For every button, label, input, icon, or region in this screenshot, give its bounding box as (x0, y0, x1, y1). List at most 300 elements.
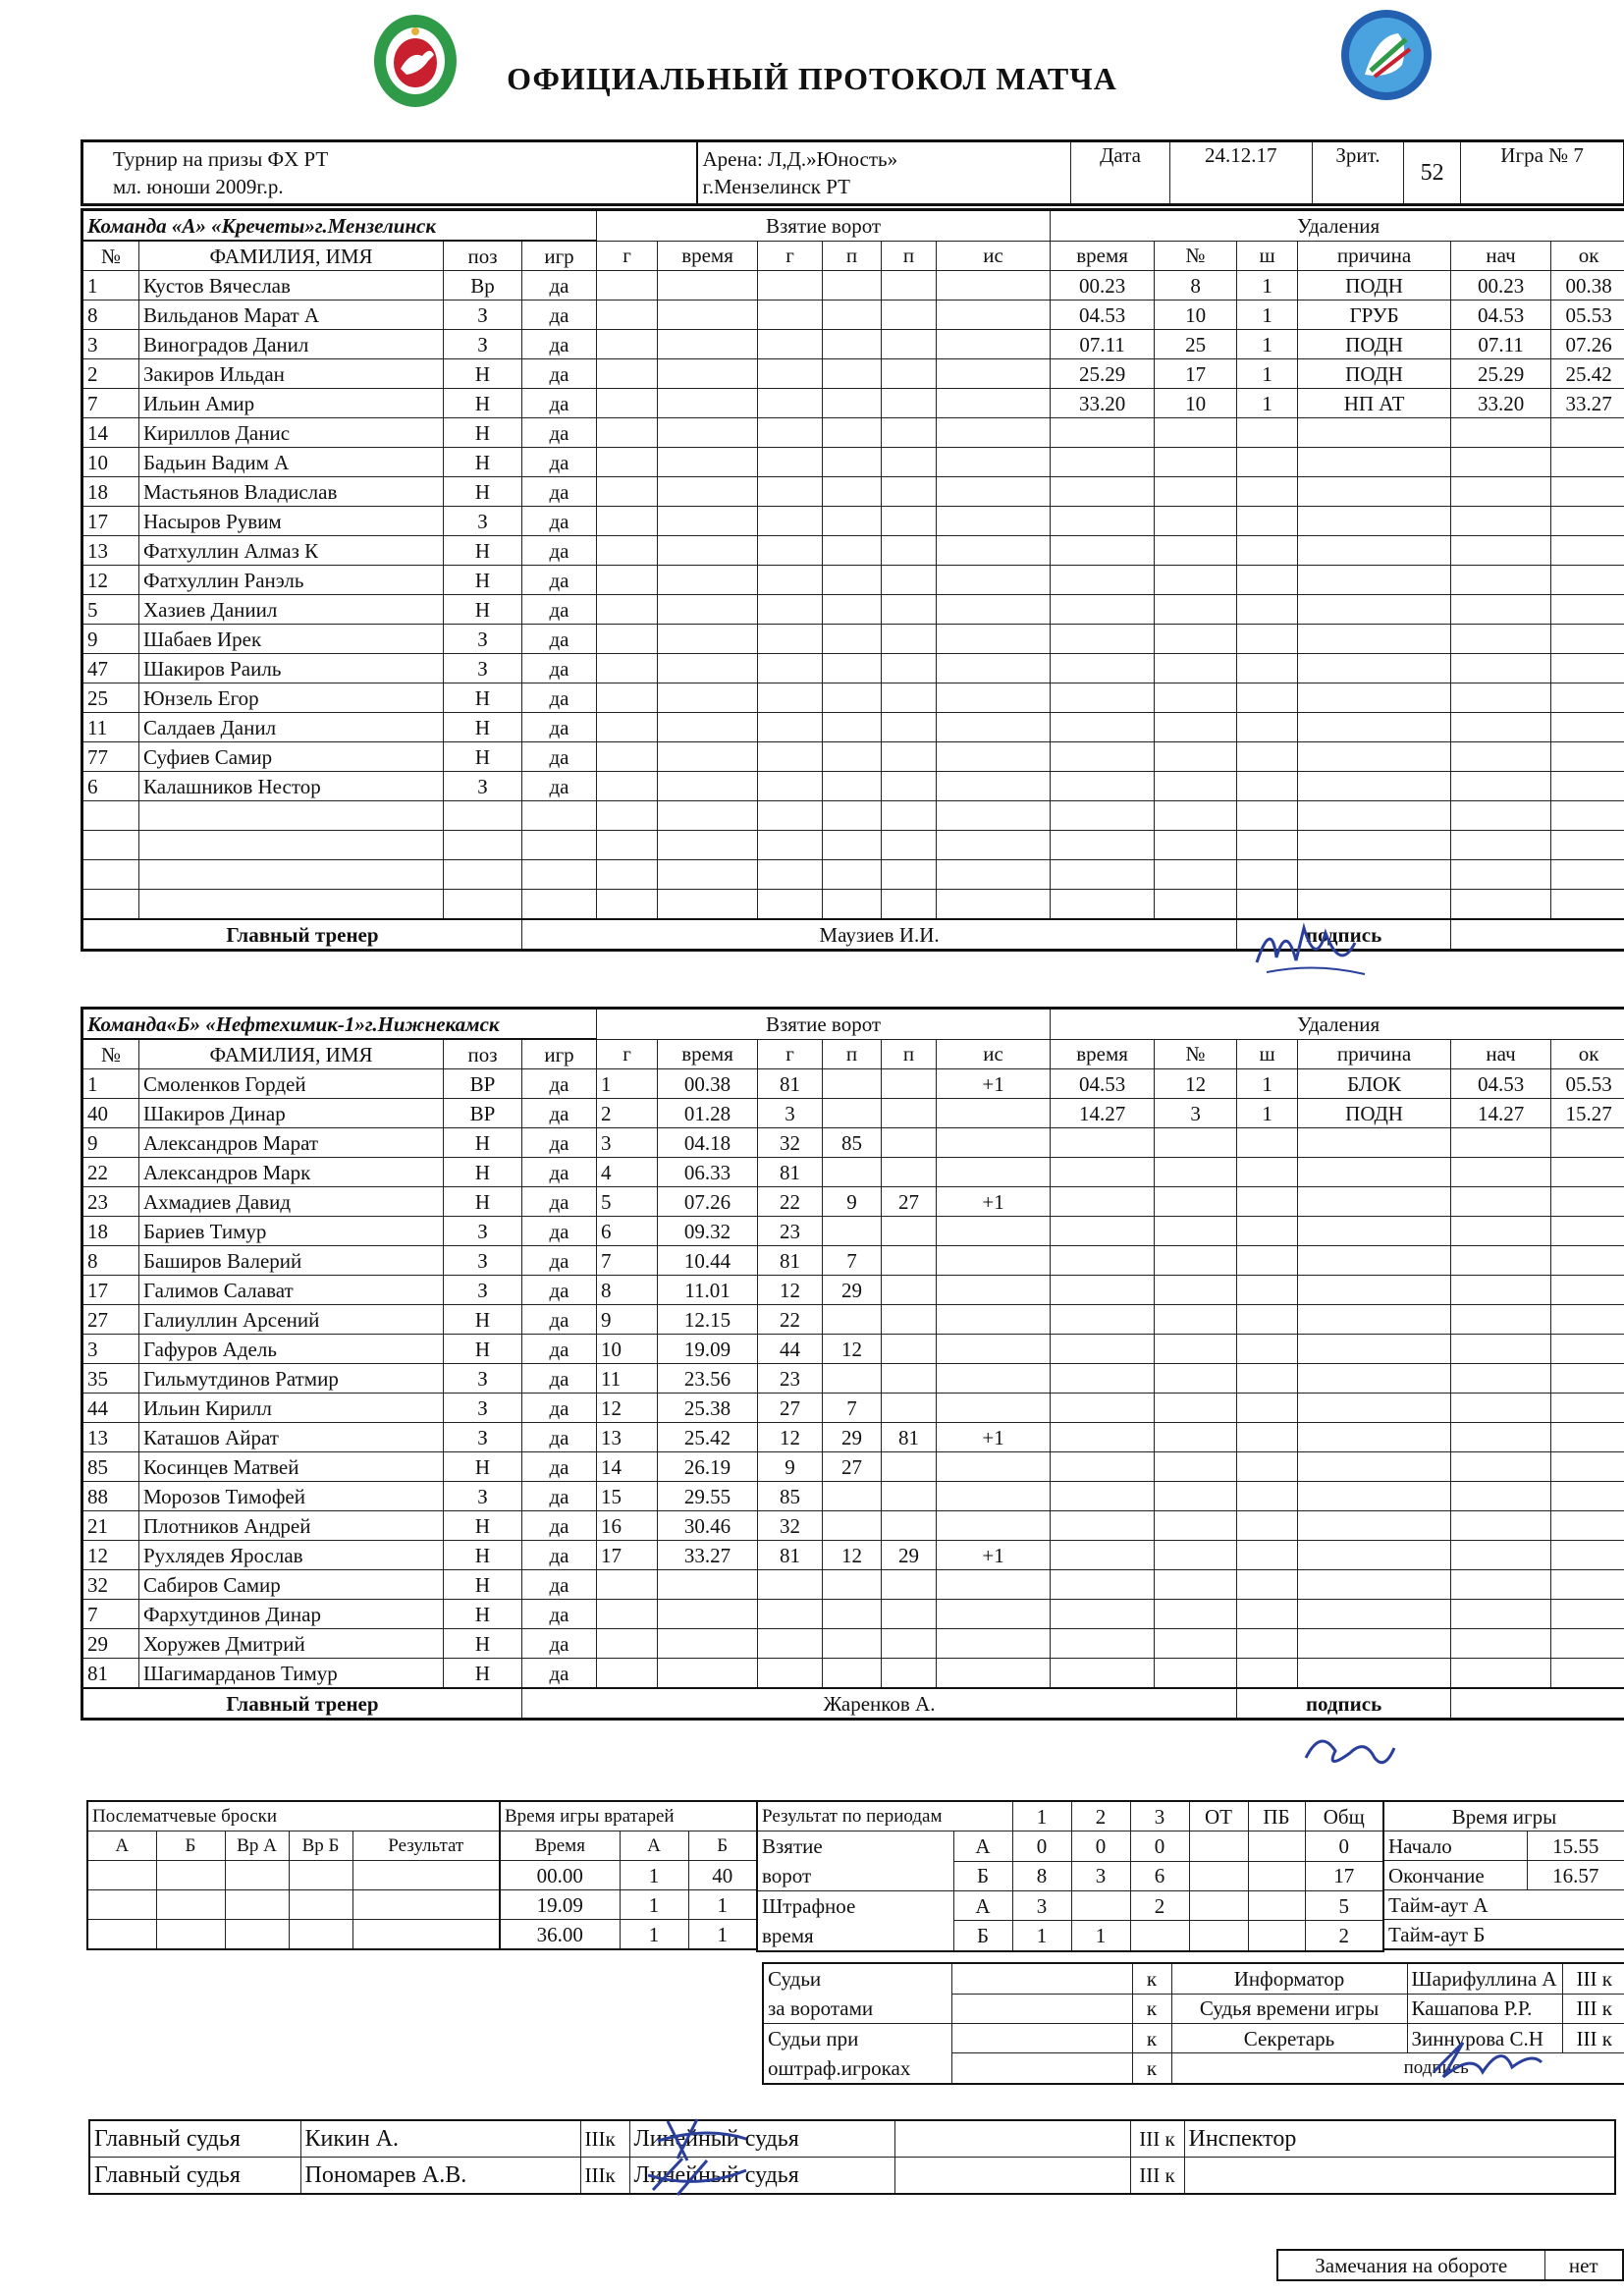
player-name: Закиров Ильдан (139, 359, 444, 389)
goal-scorer (758, 507, 823, 536)
goal-number: 1 (597, 1069, 658, 1099)
penalty-start (1451, 625, 1551, 654)
goal-time (658, 448, 758, 477)
chief-referee-label-1: Главный судья (89, 2120, 300, 2158)
shootout-col-gka: Вр А (225, 1831, 289, 1861)
chief-referee-cat-2: IIIк (580, 2158, 629, 2195)
penalty-col-header: время (1051, 1039, 1155, 1069)
table-row (82, 801, 1624, 831)
penalty-time (1051, 1335, 1155, 1364)
player-name: Кустов Вячеслав (139, 271, 444, 301)
penalty-reason (1298, 1541, 1451, 1570)
page-title: ОФИЦИАЛЬНЫЙ ПРОТОКОЛ МАТЧА (507, 61, 1117, 96)
goal-col-header: п (823, 1039, 882, 1069)
secretary-cat: III к (1562, 2024, 1624, 2053)
goal-scorer: 32 (758, 1128, 823, 1158)
informator-name: Шарифуллина А (1407, 1963, 1562, 1994)
penalty-minutes (1237, 1394, 1298, 1423)
penalty-reason (1298, 1335, 1451, 1364)
goal-scorer: 32 (758, 1511, 823, 1541)
penalty-minutes (1237, 1217, 1298, 1246)
penalty-end (1551, 1570, 1624, 1600)
arena-name: Арена: Л,Д.»Юность» (702, 147, 898, 171)
penalty-col-header: нач (1451, 241, 1551, 271)
player-number: 21 (82, 1511, 139, 1541)
goal-strength (937, 536, 1051, 566)
player-position: Н (444, 418, 522, 448)
penalty-reason (1298, 1423, 1451, 1452)
player-position: Н (444, 1305, 522, 1335)
player-name: Морозов Тимофей (139, 1482, 444, 1511)
player-position: З (444, 654, 522, 683)
penalty-end (1551, 831, 1624, 860)
shootout-col-a: А (87, 1831, 156, 1861)
penalty-time (1051, 1246, 1155, 1276)
penalty-end (1551, 448, 1624, 477)
goal-assist-1 (823, 1659, 882, 1689)
penalty-time (1051, 1364, 1155, 1394)
penalty-time (1051, 566, 1155, 595)
penalty-start (1451, 1128, 1551, 1158)
line-referee-cat-1: III к (1130, 2120, 1184, 2158)
informator-label: Информатор (1171, 1963, 1407, 1994)
penalty-player (1155, 1452, 1237, 1482)
goal-assist-1 (823, 742, 882, 772)
goal-time: 30.46 (658, 1511, 758, 1541)
player-position: З (444, 1364, 522, 1394)
goal-time (658, 683, 758, 713)
player-played: да (522, 1217, 597, 1246)
penalty-reason (1298, 772, 1451, 801)
goal-assist-2 (882, 772, 937, 801)
goal-number (597, 359, 658, 389)
goal-strength (937, 683, 1051, 713)
goal-assist-2 (882, 1305, 937, 1335)
coach-a-signature-icon (1247, 913, 1375, 982)
player-position: Н (444, 477, 522, 507)
goal-assist-1 (823, 1629, 882, 1659)
goal-strength (937, 566, 1051, 595)
line-referee-label-1: Линейный судья (629, 2120, 894, 2158)
goal-scorer (758, 359, 823, 389)
goal-strength (937, 742, 1051, 772)
goal-assist-2 (882, 1276, 937, 1305)
goal-scorer (758, 772, 823, 801)
goal-strength (937, 1482, 1051, 1511)
player-played: да (522, 1394, 597, 1423)
player-played: да (522, 772, 597, 801)
player-played: да (522, 654, 597, 683)
goal-judge-cat: к (1132, 1994, 1171, 2024)
shootout-table (86, 1800, 501, 1950)
penalty-start (1451, 1305, 1551, 1335)
shootout-cell (156, 1890, 225, 1920)
goals-b-period: 3 (1071, 1861, 1130, 1891)
roster-col-header: игр (522, 1039, 597, 1069)
goal-assist-1 (823, 713, 882, 742)
penalty-reason (1298, 1482, 1451, 1511)
goal-time (658, 536, 758, 566)
goal-judge-cat: к (1132, 1963, 1171, 1994)
goal-assist-1 (823, 625, 882, 654)
player-number: 40 (82, 1099, 139, 1128)
penalty-minutes (1237, 1600, 1298, 1629)
goal-assist-1: 12 (823, 1541, 882, 1570)
penalty-player: 17 (1155, 359, 1237, 389)
penalty-time (1051, 831, 1155, 860)
referees-table (88, 2119, 1616, 2195)
game-time-table (1382, 1800, 1624, 1950)
team-b-coach-label: Главный тренер (82, 1688, 522, 1720)
player-number: 1 (82, 271, 139, 301)
player-number: 12 (82, 1541, 139, 1570)
player-played: да (522, 1482, 597, 1511)
table-row (82, 1187, 1624, 1217)
penalty-reason (1298, 1394, 1451, 1423)
goal-assist-2 (882, 477, 937, 507)
table-row (82, 1335, 1624, 1364)
penalty-player (1155, 860, 1237, 890)
gk-col-a: А (620, 1831, 688, 1861)
penalty-time: 14.27 (1051, 1099, 1155, 1128)
player-played: да (522, 595, 597, 625)
goal-scorer: 23 (758, 1217, 823, 1246)
penalty-judge-cat: к (1132, 2024, 1171, 2053)
player-name: Насыров Рувим (139, 507, 444, 536)
goal-col-header: п (882, 1039, 937, 1069)
player-played: да (522, 1452, 597, 1482)
penalty-time (1051, 507, 1155, 536)
penalty-player: 25 (1155, 330, 1237, 359)
goal-number (597, 477, 658, 507)
player-number: 13 (82, 536, 139, 566)
player-number: 2 (82, 359, 139, 389)
goal-strength (937, 301, 1051, 330)
goal-scorer (758, 831, 823, 860)
pim-b-period (1248, 1921, 1305, 1951)
goal-col-header: г (758, 1039, 823, 1069)
player-name: Бадьин Вадим А (139, 448, 444, 477)
spectators-label: Зрит. (1312, 141, 1403, 205)
player-played: да (522, 271, 597, 301)
penalty-player (1155, 654, 1237, 683)
penalty-minutes (1237, 1246, 1298, 1276)
player-name: Вильданов Марат А (139, 301, 444, 330)
table-row (82, 772, 1624, 801)
team-a-penalties-header: Удаления (1051, 210, 1624, 242)
goal-strength (937, 625, 1051, 654)
player-name: Фархутдинов Динар (139, 1600, 444, 1629)
arena-info (697, 141, 1070, 205)
goal-assist-1 (823, 1364, 882, 1394)
team-b-table (81, 1007, 1624, 1721)
penalty-reason (1298, 713, 1451, 742)
penalty-minutes: 1 (1237, 1099, 1298, 1128)
player-position: Вр (444, 271, 522, 301)
player-played: да (522, 1659, 597, 1689)
player-number: 10 (82, 448, 139, 477)
shootout-col-gkb: Вр Б (289, 1831, 352, 1861)
player-position: З (444, 1217, 522, 1246)
player-name: Бариев Тимур (139, 1217, 444, 1246)
goal-strength (937, 1364, 1051, 1394)
goal-col-header: время (658, 241, 758, 271)
goal-strength (937, 1217, 1051, 1246)
coach-b-signature-icon (1296, 1723, 1404, 1777)
penalty-reason (1298, 831, 1451, 860)
player-name (139, 860, 444, 890)
table-row (82, 389, 1624, 418)
goal-scorer (758, 595, 823, 625)
goal-number (597, 301, 658, 330)
player-played: да (522, 1246, 597, 1276)
goal-time (658, 595, 758, 625)
goal-strength (937, 654, 1051, 683)
goal-assist-2 (882, 1600, 937, 1629)
penalty-end (1551, 418, 1624, 448)
goal-assist-1 (823, 1099, 882, 1128)
start-label: Начало (1383, 1831, 1527, 1861)
player-position: ВР (444, 1069, 522, 1099)
penalty-start (1451, 1394, 1551, 1423)
goal-time: 10.44 (658, 1246, 758, 1276)
notes-box (1276, 2249, 1624, 2281)
table-row (82, 507, 1624, 536)
penalty-minutes (1237, 831, 1298, 860)
table-row (82, 1452, 1624, 1482)
goal-time (658, 742, 758, 772)
goal-strength (937, 1335, 1051, 1364)
player-played: да (522, 625, 597, 654)
goal-assist-2 (882, 625, 937, 654)
penalty-player (1155, 507, 1237, 536)
penalty-time: 00.23 (1051, 271, 1155, 301)
goal-time (658, 1659, 758, 1689)
penalty-minutes (1237, 1659, 1298, 1689)
player-played (522, 860, 597, 890)
penalty-start (1451, 1659, 1551, 1689)
penalty-time (1051, 1305, 1155, 1335)
penalty-start: 07.11 (1451, 330, 1551, 359)
period-col-3: 3 (1130, 1801, 1189, 1831)
goal-strength (937, 477, 1051, 507)
goal-col-header: г (758, 241, 823, 271)
player-number: 77 (82, 742, 139, 772)
penalty-minutes (1237, 1128, 1298, 1158)
goal-number (597, 389, 658, 418)
goal-judge-name (951, 1963, 1132, 1994)
penalty-minutes (1237, 1276, 1298, 1305)
goal-strength (937, 1394, 1051, 1423)
table-row (82, 301, 1624, 330)
penalty-start (1451, 1541, 1551, 1570)
table-row (82, 595, 1624, 625)
arena-city: г.Мензелинск РТ (702, 175, 851, 198)
goal-scorer: 9 (758, 1452, 823, 1482)
gk-b: 1 (688, 1890, 757, 1920)
penalty-end (1551, 742, 1624, 772)
penalty-reason: БЛОК (1298, 1069, 1451, 1099)
pim-b-period (1130, 1921, 1189, 1951)
chief-referee-name-1: Кикин А. (300, 2120, 580, 2158)
inspector-label: Инспектор (1184, 2120, 1615, 2158)
goal-number (597, 507, 658, 536)
player-position: З (444, 1423, 522, 1452)
goals-b-period: 17 (1305, 1861, 1383, 1891)
goal-assist-1 (823, 477, 882, 507)
table-row (82, 654, 1624, 683)
penalty-time (1051, 1659, 1155, 1689)
pim-a-period: 2 (1130, 1891, 1189, 1921)
penalty-player (1155, 1246, 1237, 1276)
goal-number: 7 (597, 1246, 658, 1276)
goal-scorer (758, 330, 823, 359)
goal-time (658, 477, 758, 507)
goal-scorer: 22 (758, 1187, 823, 1217)
goal-assist-2 (882, 1099, 937, 1128)
roster-col-header: ФАМИЛИЯ, ИМЯ (139, 1039, 444, 1069)
goal-assist-2 (882, 1511, 937, 1541)
goal-time (658, 389, 758, 418)
table-row (82, 831, 1624, 860)
penalty-reason (1298, 1305, 1451, 1335)
goal-number (597, 566, 658, 595)
goal-time: 12.15 (658, 1305, 758, 1335)
player-name: Александров Марат (139, 1128, 444, 1158)
pim-b-period: 1 (1012, 1921, 1071, 1951)
penalty-time (1051, 654, 1155, 683)
player-number: 3 (82, 1335, 139, 1364)
goal-strength (937, 271, 1051, 301)
table-row (82, 860, 1624, 890)
player-number: 35 (82, 1364, 139, 1394)
goal-number (597, 831, 658, 860)
penalty-minutes (1237, 860, 1298, 890)
goal-assist-2 (882, 271, 937, 301)
timeout-a: Тайм-аут А (1383, 1890, 1624, 1920)
player-position: З (444, 1394, 522, 1423)
player-position: Н (444, 1128, 522, 1158)
goal-scorer (758, 1629, 823, 1659)
line-referee-label-2: Линейный судья (629, 2158, 894, 2195)
goal-assist-2 (882, 1364, 937, 1394)
goal-scorer: 81 (758, 1069, 823, 1099)
player-position: Н (444, 389, 522, 418)
penalty-time (1051, 1541, 1155, 1570)
goal-time (658, 801, 758, 831)
player-number: 18 (82, 477, 139, 507)
goal-assist-2 (882, 1128, 937, 1158)
penalty-start: 04.53 (1451, 301, 1551, 330)
table-row (82, 1305, 1624, 1335)
penalty-start (1451, 1570, 1551, 1600)
player-name: Фатхуллин Ранэль (139, 566, 444, 595)
goal-strength: +1 (937, 1423, 1051, 1452)
player-number: 11 (82, 713, 139, 742)
goal-scorer: 27 (758, 1394, 823, 1423)
penalty-reason: НП АТ (1298, 389, 1451, 418)
penalty-end (1551, 595, 1624, 625)
penalty-start (1451, 595, 1551, 625)
goal-time (658, 625, 758, 654)
player-position: Н (444, 1158, 522, 1187)
penalty-start (1451, 831, 1551, 860)
penalty-end (1551, 772, 1624, 801)
player-number: 5 (82, 595, 139, 625)
penalty-end: 07.26 (1551, 330, 1624, 359)
team-b-title: Команда«Б» «Нефтехимик-1»г.Нижнекамск (82, 1009, 597, 1040)
shootout-cell (87, 1920, 156, 1950)
shootout-header: Послематчевые броски (87, 1801, 500, 1831)
penalty-col-header: № (1155, 1039, 1237, 1069)
goal-time: 23.56 (658, 1364, 758, 1394)
secretary-sign-label: подпись (1171, 2053, 1624, 2084)
penalty-end (1551, 1482, 1624, 1511)
player-name: Каташов Айрат (139, 1423, 444, 1452)
player-position: Н (444, 1659, 522, 1689)
penalty-player (1155, 448, 1237, 477)
penalty-end (1551, 1128, 1624, 1158)
gk-col-b: Б (688, 1831, 757, 1861)
penalty-minutes (1237, 536, 1298, 566)
player-played: да (522, 1423, 597, 1452)
goal-time: 33.27 (658, 1541, 758, 1570)
penalty-start: 25.29 (1451, 359, 1551, 389)
player-name: Виноградов Данил (139, 330, 444, 359)
penalty-start (1451, 1276, 1551, 1305)
table-row (82, 330, 1624, 359)
goal-scorer (758, 271, 823, 301)
goal-scorer: 81 (758, 1541, 823, 1570)
penalty-end (1551, 1158, 1624, 1187)
penalty-player (1155, 1629, 1237, 1659)
player-name: Салдаев Данил (139, 713, 444, 742)
penalty-player (1155, 801, 1237, 831)
table-row (82, 1541, 1624, 1570)
goal-assist-1 (823, 507, 882, 536)
penalty-time (1051, 683, 1155, 713)
penalty-reason (1298, 654, 1451, 683)
penalty-end: 25.42 (1551, 359, 1624, 389)
secretary-name: Зиннурова С.Н (1407, 2024, 1562, 2053)
player-position: З (444, 1482, 522, 1511)
goals-a-period: 0 (1130, 1831, 1189, 1862)
gk-time: 19.09 (500, 1890, 620, 1920)
player-played: да (522, 389, 597, 418)
goal-assist-1 (823, 1305, 882, 1335)
goal-assist-1 (823, 1069, 882, 1099)
goal-strength (937, 595, 1051, 625)
pim-a-period: 5 (1305, 1891, 1383, 1921)
penalty-reason: ПОДН (1298, 271, 1451, 301)
gk-a: 1 (620, 1861, 688, 1890)
penalty-minutes (1237, 1158, 1298, 1187)
table-row (82, 1099, 1624, 1128)
player-position: Н (444, 1570, 522, 1600)
goal-assist-1: 27 (823, 1452, 882, 1482)
penalty-end (1551, 801, 1624, 831)
goal-scorer (758, 801, 823, 831)
goal-scorer (758, 389, 823, 418)
goal-time (658, 1570, 758, 1600)
player-name: Ахмадиев Давид (139, 1187, 444, 1217)
player-number: 9 (82, 1128, 139, 1158)
penalty-minutes: 1 (1237, 271, 1298, 301)
penalty-minutes (1237, 683, 1298, 713)
player-number: 3 (82, 330, 139, 359)
goal-scorer: 81 (758, 1246, 823, 1276)
pim-b-period: 1 (1071, 1921, 1130, 1951)
